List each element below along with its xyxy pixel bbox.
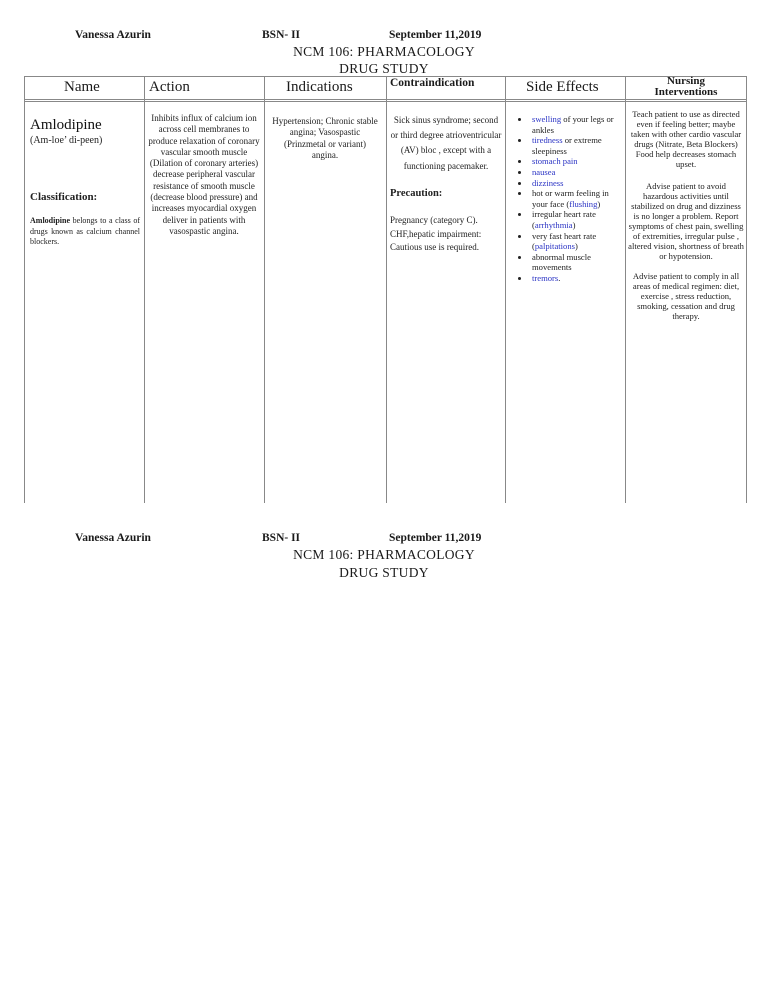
column-header-action: Action	[149, 79, 190, 95]
side-effect-link[interactable]: tiredness	[532, 135, 563, 146]
column-divider	[144, 76, 145, 503]
table-left-border	[24, 76, 25, 503]
side-effect-text: hot or warm feeling in your face (	[532, 188, 609, 209]
side-effect-text: )	[574, 241, 578, 252]
side-effect-item	[530, 135, 624, 156]
side-effect-link[interactable]: flushing	[569, 198, 598, 209]
side-effects-cell	[506, 114, 624, 284]
date: September 11,2019	[389, 29, 482, 41]
side-effect-link[interactable]: arrhythmia	[534, 219, 573, 230]
nursing-paragraph: Teach patient to use as directed even if feeling better; maybe taken with other cardio vascular drugs (Nitrate, Beta Blockers) Food help decreases stomach upset.	[630, 109, 742, 169]
nursing-interventions-cell	[628, 109, 744, 321]
side-effect-item	[530, 188, 624, 209]
side-effect-item	[530, 209, 624, 230]
column-divider	[264, 76, 265, 503]
side-effect-text: )	[572, 219, 576, 230]
side-effect-text: abnormal muscle movements	[532, 251, 591, 273]
nursing-paragraph: Advise patient to comply in all areas of medical regimen: diet, exercise , stress reduction, smoking, cessation and drug therapy.	[632, 271, 740, 321]
precaution-line1: Pregnancy (category C).	[390, 215, 478, 226]
name-cell	[30, 116, 140, 248]
column-header-name: Name	[64, 79, 100, 95]
course-level: BSN- II	[262, 29, 301, 41]
drug-study-table	[24, 76, 747, 503]
column-header-nursing	[626, 76, 746, 98]
side-effect-link[interactable]: tremors	[532, 272, 559, 283]
precaution-line2: CHF,hepatic impairment: Cautious use is required.	[390, 229, 482, 253]
side-effect-item	[530, 252, 624, 273]
classification-drug: Amlodipine	[30, 216, 71, 226]
side-effect-text: irregular heart rate (	[532, 209, 596, 230]
table-right-border	[746, 76, 747, 503]
column-header-contraindication: Contraindication	[390, 77, 475, 89]
column-divider	[625, 76, 626, 503]
course-title: NCM 106: PHARMACOLOGY	[293, 44, 475, 59]
indications-cell: Hypertension; Chronic stable angina; Vasospastic (Prinzmetal or variant) angina.	[272, 116, 378, 160]
course-level: BSN- II	[262, 532, 301, 544]
side-effect-item	[530, 167, 624, 178]
column-divider	[386, 76, 387, 503]
side-effect-link[interactable]: palpitations	[534, 241, 575, 252]
drug-name: Amlodipine	[30, 117, 102, 133]
column-header-side-effects: Side Effects	[526, 79, 599, 95]
nursing-header-line2: Interventions	[654, 86, 718, 98]
student-name: Vanessa Azurin	[75, 29, 151, 41]
side-effect-text: of your legs or ankles	[532, 114, 614, 135]
classification-label: Classification:	[30, 191, 98, 203]
side-effect-link[interactable]: stomach pain	[532, 156, 578, 167]
side-effect-link[interactable]: nausea	[532, 166, 556, 177]
side-effect-text: very fast heart rate (	[532, 230, 597, 252]
side-effect-item	[530, 114, 624, 135]
student-name: Vanessa Azurin	[75, 532, 151, 544]
action-cell: Inhibits influx of calcium ion across cell membranes to produce relaxation of coronary vascular smooth muscle (Dilation of coronary arteries) decrease peripheral vascular resistance of smooth muscle (decrease blood pressure) and increases myocardial oxygen deliver in patients with vasospastic angina.	[148, 113, 260, 236]
contraindication-cell	[390, 113, 502, 254]
side-effect-link[interactable]: dizziness	[532, 177, 564, 188]
side-effect-item	[530, 231, 624, 252]
nursing-header-line1: Nursing	[667, 75, 705, 87]
page-subtitle: DRUG STUDY	[339, 61, 429, 76]
side-effect-item	[530, 156, 624, 167]
classification-description: belongs to a class of drugs known as calcium channel blockers.	[30, 216, 140, 247]
course-title-2: NCM 106: PHARMACOLOGY	[293, 547, 475, 562]
column-header-indications: Indications	[286, 79, 353, 95]
side-effect-link[interactable]: swelling	[532, 114, 562, 124]
side-effect-item	[530, 178, 624, 189]
classification-text	[30, 216, 140, 248]
precaution-label: Precaution:	[390, 187, 443, 199]
drug-pronunciation: (Am-loe’ di-peen)	[30, 135, 103, 146]
nursing-paragraph: Advise patient to avoid hazardous activities until stabilized on drug and dizziness is no longer a problem. Report symptoms of chest pain, swelling of extremities, irregular pulse , altered vision, shortness of breath or hypotension.	[628, 181, 744, 261]
side-effect-item	[530, 273, 624, 284]
date: September 11,2019	[389, 532, 482, 544]
side-effect-text: or extreme sleepiness	[532, 135, 602, 156]
side-effect-text: .	[558, 272, 561, 283]
side-effect-text: )	[597, 198, 601, 209]
side-effects-list	[506, 114, 624, 284]
contraindication-text: Sick sinus syndrome; second or third degree atrioventricular (AV) bloc , except with a functioning pacemaker.	[390, 115, 502, 171]
page-subtitle-2: DRUG STUDY	[339, 565, 429, 580]
